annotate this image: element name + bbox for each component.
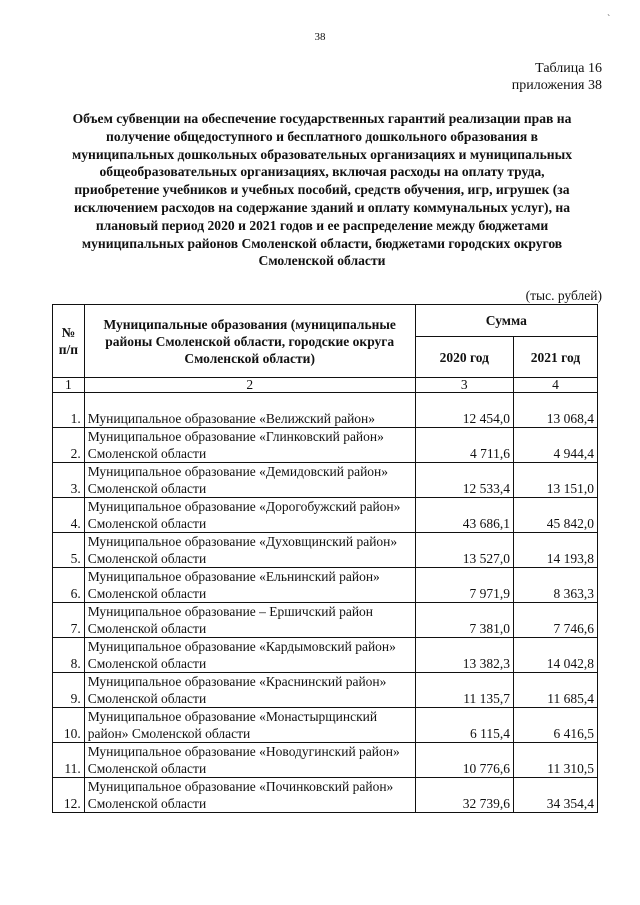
amount-2020: 7 381,0 xyxy=(415,603,513,638)
amount-2020: 32 739,6 xyxy=(415,778,513,813)
table-row xyxy=(53,603,598,638)
amount-2020: 6 115,4 xyxy=(415,708,513,743)
amount-2021: 14 042,8 xyxy=(513,638,597,673)
amount-2020: 7 971,9 xyxy=(415,568,513,603)
col-header-number: № п/п xyxy=(53,305,85,378)
row-number: 11. xyxy=(53,743,85,778)
amount-2021: 13 068,4 xyxy=(513,393,597,428)
table-row xyxy=(53,568,598,603)
table-row xyxy=(53,498,598,533)
municipality-name: Муниципальное образование «Велижский район» xyxy=(84,393,415,428)
amount-2020: 43 686,1 xyxy=(415,498,513,533)
table-row xyxy=(53,638,598,673)
amount-2020: 13 382,3 xyxy=(415,638,513,673)
amount-2021: 11 310,5 xyxy=(513,743,597,778)
amount-2021: 14 193,8 xyxy=(513,533,597,568)
municipality-name: Муниципальное образование «Глинковский район» Смоленской области xyxy=(84,428,415,463)
row-number: 6. xyxy=(53,568,85,603)
municipality-name: Муниципальное образование «Новодугинский район» Смоленской области xyxy=(84,743,415,778)
amount-2020: 13 527,0 xyxy=(415,533,513,568)
unit-note: (тыс. рублей) xyxy=(525,288,602,303)
row-number: 12. xyxy=(53,778,85,813)
amount-2021: 7 746,6 xyxy=(513,603,597,638)
row-number: 5. xyxy=(53,533,85,568)
municipality-name: Муниципальное образование «Монастырщинский район» Смоленской области xyxy=(84,708,415,743)
table-row xyxy=(53,428,598,463)
municipality-name: Муниципальное образование «Духовщинский район» Смоленской области xyxy=(84,533,415,568)
municipality-name: Муниципальное образование – Ершичский район Смоленской области xyxy=(84,603,415,638)
document-title: Объем субвенции на обеспечение государственных гарантий реализации прав на получение общедоступного и бесплатного дошкольного образования в муниципальных дошкольных образовательных организациях и муниципальных общеобразовательных организациях, включая расходы на оплату труда, приобретение учебников и учебных пособий, средств обучения, игр, игрушек (за исключением расходов на содержание зданий и оплату коммунальных услуг), на плановый период 2020 и 2021 годов и ее распределение между бюджетами муниципальных районов Смоленской области, бюджетами городских округов Смоленской области xyxy=(71,111,573,269)
amount-2020: 4 711,6 xyxy=(415,428,513,463)
municipality-name: Муниципальное образование «Кардымовский район» Смоленской области xyxy=(84,638,415,673)
row-number: 2. xyxy=(53,428,85,463)
row-number: 1. xyxy=(53,393,85,428)
row-number: 8. xyxy=(53,638,85,673)
col-header-sum: Сумма xyxy=(415,305,597,337)
page-number: 38 xyxy=(314,31,326,43)
table-reference xyxy=(512,60,602,94)
table-row xyxy=(53,673,598,708)
corner-mark: ` xyxy=(607,14,611,25)
column-number-cell: 4 xyxy=(513,378,597,393)
amount-2021: 4 944,4 xyxy=(513,428,597,463)
table-row xyxy=(53,778,598,813)
row-number: 9. xyxy=(53,673,85,708)
amount-2021: 11 685,4 xyxy=(513,673,597,708)
municipality-name: Муниципальное образование «Краснинский район» Смоленской области xyxy=(84,673,415,708)
subvention-table xyxy=(52,304,598,813)
municipality-name: Муниципальное образование «Демидовский район» Смоленской области xyxy=(84,463,415,498)
table-label: Таблица 16 xyxy=(535,61,602,76)
col-header-2020: 2020 год xyxy=(415,337,513,378)
col-header-municipality: Муниципальные образования (муниципальные районы Смоленской области, городские округа Смоленской области) xyxy=(84,305,415,378)
amount-2021: 6 416,5 xyxy=(513,708,597,743)
municipality-name: Муниципальное образование «Починковский район» Смоленской области xyxy=(84,778,415,813)
table-row xyxy=(53,463,598,498)
amount-2020: 12 533,4 xyxy=(415,463,513,498)
col-header-2021: 2021 год xyxy=(513,337,597,378)
column-number-cell: 2 xyxy=(84,378,415,393)
row-number: 7. xyxy=(53,603,85,638)
amount-2021: 45 842,0 xyxy=(513,498,597,533)
table-row xyxy=(53,393,598,428)
appendix-label: приложения 38 xyxy=(511,78,602,93)
row-number: 4. xyxy=(53,498,85,533)
amount-2020: 11 135,7 xyxy=(415,673,513,708)
column-number-cell: 3 xyxy=(415,378,513,393)
row-number: 3. xyxy=(53,463,85,498)
table-row xyxy=(53,743,598,778)
table-row xyxy=(53,708,598,743)
amount-2021: 13 151,0 xyxy=(513,463,597,498)
amount-2021: 34 354,4 xyxy=(513,778,597,813)
municipality-name: Муниципальное образование «Дорогобужский район» Смоленской области xyxy=(84,498,415,533)
row-number: 10. xyxy=(53,708,85,743)
table-row xyxy=(53,533,598,568)
amount-2021: 8 363,3 xyxy=(513,568,597,603)
municipality-name: Муниципальное образование «Ельнинский район» Смоленской области xyxy=(84,568,415,603)
column-number-cell: 1 xyxy=(53,378,85,393)
amount-2020: 12 454,0 xyxy=(415,393,513,428)
amount-2020: 10 776,6 xyxy=(415,743,513,778)
